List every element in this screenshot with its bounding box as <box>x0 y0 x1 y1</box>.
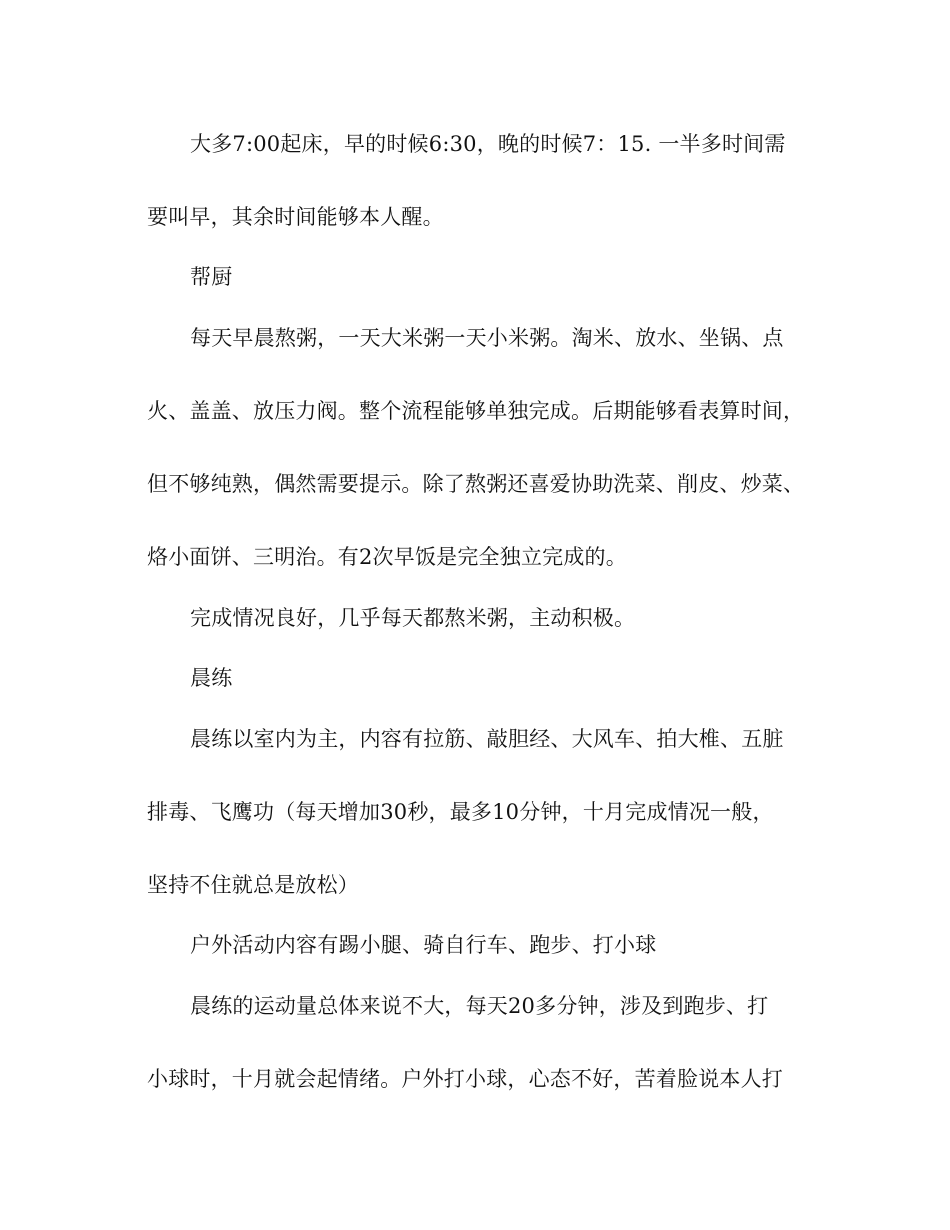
paragraph-indoor-exercise-line-1: 晨练以室内为主，内容有拉筋、敲胆经、大风车、拍大椎、五脏 <box>190 727 784 751</box>
paragraph-outdoor-activities: 户外活动内容有踢小腿、骑自行车、跑步、打小球 <box>190 933 657 957</box>
paragraph-wake-up-line-2: 要叫早，其余时间能够本人醒。 <box>147 205 444 229</box>
paragraph-porridge-line-1: 每天早晨熬粥，一天大米粥一天小米粥。淘米、放水、坐锅、点 <box>190 326 784 350</box>
paragraph-wake-up-line-1: 大多7:00起床，早的时候6:30，晚的时候7：15. 一半多时间需 <box>190 132 786 156</box>
section-heading-morning-exercise: 晨练 <box>190 666 233 690</box>
paragraph-exercise-amount-line-2: 小球时，十月就会起情绪。户外打小球，心态不好，苦着脸说本人打 <box>147 1067 783 1091</box>
paragraph-porridge-line-3: 但不够纯熟，偶然需要提示。除了熬粥还喜爱协助洗菜、削皮、炒菜、 <box>147 472 805 496</box>
paragraph-porridge-line-2: 火、盖盖、放压力阀。整个流程能够单独完成。后期能够看表算时间， <box>147 399 805 423</box>
paragraph-kitchen-summary: 完成情况良好，几乎每天都熬米粥，主动积极。 <box>190 606 636 630</box>
paragraph-indoor-exercise-line-2: 排毒、飞鹰功（每天增加30秒，最多10分钟，十月完成情况一般， <box>147 800 774 824</box>
section-heading-kitchen-help: 帮厨 <box>190 265 233 289</box>
paragraph-porridge-line-4: 烙小面饼、三明治。有2次早饭是完全独立完成的。 <box>147 545 627 569</box>
paragraph-indoor-exercise-line-3: 坚持不住就总是放松） <box>147 873 359 897</box>
paragraph-exercise-amount-line-1: 晨练的运动量总体来说不大，每天20多分钟，涉及到跑步、打 <box>190 994 769 1018</box>
